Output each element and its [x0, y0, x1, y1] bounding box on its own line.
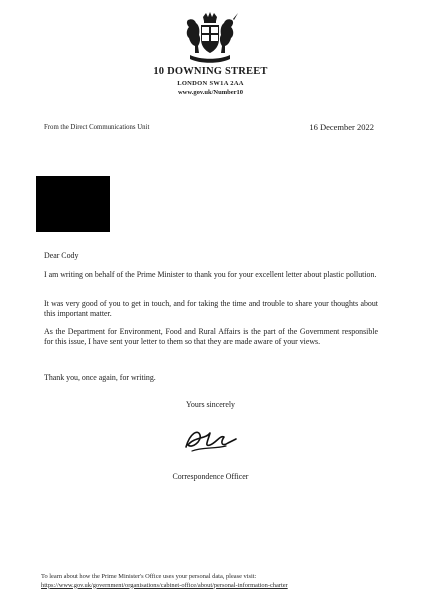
sender-unit: From the Direct Communications Unit [44, 124, 150, 131]
signatory-title: Correspondence Officer [172, 472, 249, 481]
royal-coat-of-arms-icon [180, 12, 240, 64]
letter-date: 16 December 2022 [309, 122, 374, 132]
footer-text: To learn about how the Prime Minister's Office uses your personal data, please visit: [41, 573, 257, 580]
paragraph-touch: It was very good of you to get in touch, and for taking the time and trouble to share your thoughts about this important matter. [44, 299, 378, 318]
redacted-address-block [36, 176, 110, 232]
paragraph-defra: As the Department for Environment, Food and Rural Affairs is the part of the Government responsible for this issue, I have sent your letter to them so that they are made aware of your views. [44, 327, 378, 346]
letterhead-website: www.gov.uk/Number10 [177, 89, 243, 96]
paragraph-closing-thanks: Thank you, once again, for writing. [44, 373, 156, 382]
closing-phrase: Yours sincerely [186, 400, 235, 409]
privacy-charter-link[interactable]: https://www.gov.uk/government/organisations/cabinet-office/about/personal-information-charter [41, 581, 288, 589]
salutation: Dear Cody [44, 251, 79, 260]
handwritten-signature-icon [180, 423, 240, 457]
letterhead-city: LONDON SW1A 2AA [177, 80, 244, 87]
letterhead-address: 10 DOWNING STREET [153, 66, 268, 77]
footer-privacy-notice [41, 573, 288, 590]
paragraph-thanks: I am writing on behalf of the Prime Minister to thank you for your excellent letter about plastic pollution. [44, 270, 377, 279]
